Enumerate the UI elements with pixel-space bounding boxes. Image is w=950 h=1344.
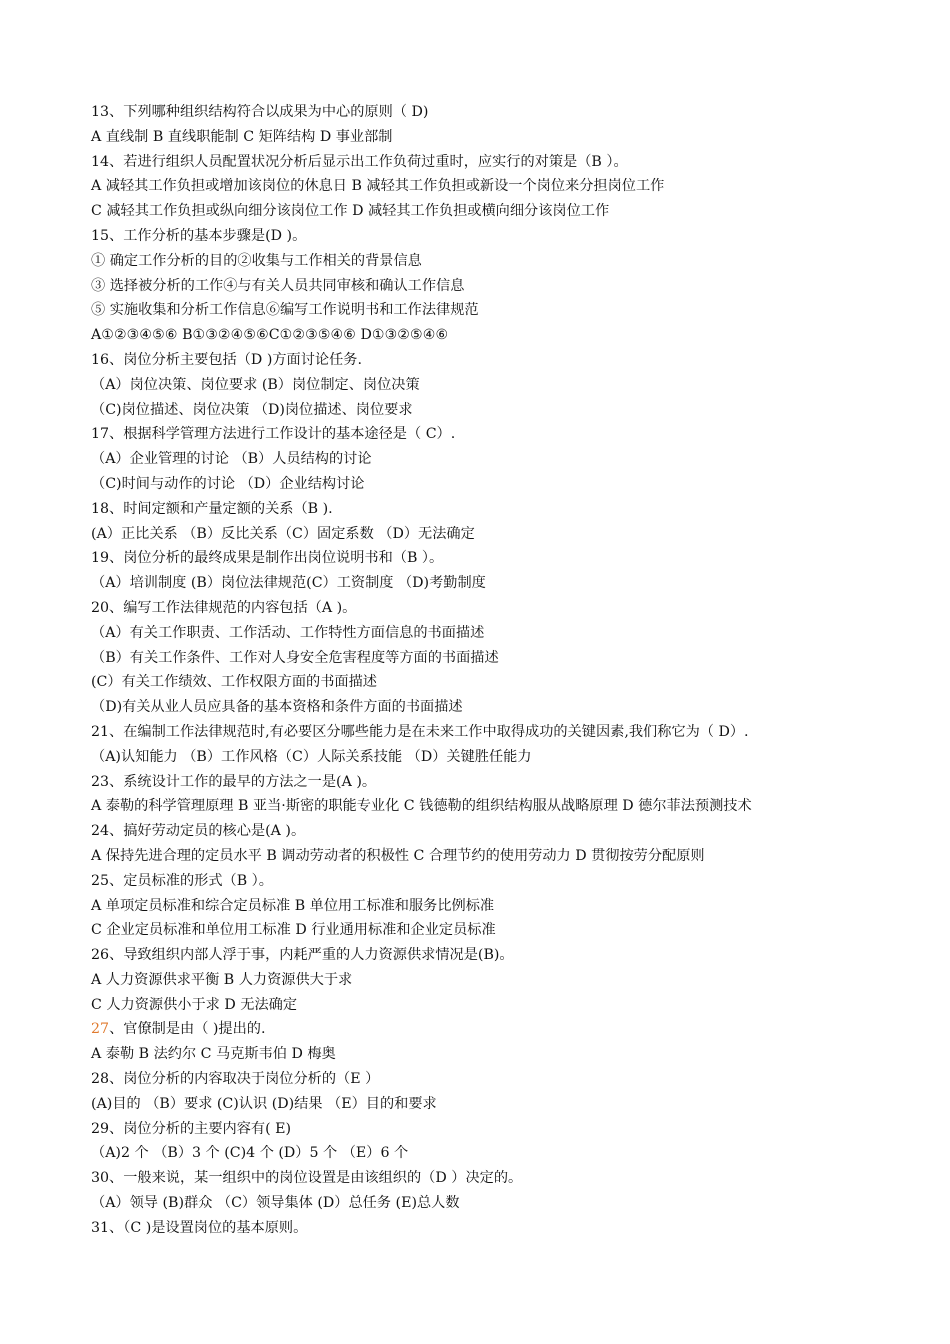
question-30-options: （A）领导 (B)群众 （C）领导集体 (D）总任务 (E)总人数 <box>91 1195 460 1212</box>
question-17-options-ab: （A）企业管理的讨论 （B）人员结构的讨论 <box>91 451 372 468</box>
question-26-options-ab: A 人力资源供求平衡 B 人力资源供大于求 <box>91 971 353 988</box>
question-21-options: （A)认知能力 （B）工作风格（C）人际关系技能 （D）关键胜任能力 <box>91 748 532 765</box>
question-15-step-1-2: ① 确定工作分析的目的②收集与工作相关的背景信息 <box>91 252 422 269</box>
question-19-options: （A）培训制度 (B）岗位法律规范(C）工资制度 （D)考勤制度 <box>91 575 486 592</box>
question-19: 19、岗位分析的最终成果是制作出岗位说明书和（B ）。 <box>91 550 444 567</box>
question-27 <box>91 1017 911 1042</box>
question-21: 21、在编制工作法律规范时,有必要区分哪些能力是在未来工作中取得成功的关键因素,我们称它为（ D）. <box>91 723 749 740</box>
question-20-option-d: （D)有关从业人员应具备的基本资格和条件方面的书面描述 <box>91 699 463 716</box>
question-17-options-cd: （C)时间与动作的讨论 （D）企业结构讨论 <box>91 475 365 492</box>
question-28-options: (A)目的 （B）要求 (C)认识 (D)结果 （E）目的和要求 <box>91 1095 437 1112</box>
question-27-number: 27 <box>91 1021 110 1038</box>
question-25-options-ab: A 单项定员标准和综合定员标准 B 单位用工标准和服务比例标准 <box>91 897 495 914</box>
question-31: 31、（C )是设置岗位的基本原则。 <box>91 1219 308 1236</box>
question-28: 28、岗位分析的内容取决于岗位分析的（E ） <box>91 1071 380 1088</box>
question-18: 18、时间定额和产量定额的关系（B ). <box>91 500 333 517</box>
question-13-options: A 直线制 B 直线职能制 C 矩阵结构 D 事业部制 <box>91 128 393 145</box>
question-16: 16、岗位分析主要包括（D )方面讨论任务. <box>91 351 362 368</box>
question-30: 30、一般来说，某一组织中的岗位设置是由该组织的（D ）决定的。 <box>91 1170 523 1187</box>
question-14-options-cd: C 减轻其工作负担或纵向细分该岗位工作 D 减轻其工作负担或横向细分该岗位工作 <box>91 203 610 220</box>
question-24-options: A 保持先进合理的定员水平 B 调动劳动者的积极性 C 合理节约的使用劳动力 D 贯彻按劳分配原则 <box>91 847 705 864</box>
question-18-options: (A）正比关系 （B）反比关系（C）固定系数 （D）无法确定 <box>91 525 475 542</box>
question-14-options-ab: A 减轻其工作负担或增加该岗位的休息日 B 减轻其工作负担或新设一个岗位来分担岗位工作 <box>91 178 665 195</box>
question-25: 25、定员标准的形式（B ）。 <box>91 872 273 889</box>
question-15: 15、工作分析的基本步骤是(D )。 <box>91 227 307 244</box>
question-23-options: A 泰勒的科学管理原理 B 亚当·斯密的职能专业化 C 钱德勒的组织结构服从战略原理 D 德尔菲法预测技术 <box>91 798 752 815</box>
question-26-options-cd: C 人力资源供小于求 D 无法确定 <box>91 996 298 1013</box>
question-15-step-3-4: ③ 选择被分析的工作④与有关人员共同审核和确认工作信息 <box>91 277 465 294</box>
question-20-option-c: (C）有关工作绩效、工作权限方面的书面描述 <box>91 674 377 691</box>
question-20-option-a: （A）有关工作职责、工作活动、工作特性方面信息的书面描述 <box>91 624 485 641</box>
document-page <box>91 100 911 1241</box>
question-20: 20、编写工作法律规范的内容包括（A )。 <box>91 599 357 616</box>
question-27-options: A 泰勒 B 法约尔 C 马克斯韦伯 D 梅奥 <box>91 1046 336 1063</box>
question-29-options: （A)2 个 （B）3 个 (C)4 个 (D）5 个 （E）6 个 <box>91 1145 409 1162</box>
question-17: 17、根据科学管理方法进行工作设计的基本途径是（ C）. <box>91 426 456 443</box>
question-15-step-5-6: ⑤ 实施收集和分析工作信息⑥编写工作说明书和工作法律规范 <box>91 302 479 319</box>
question-16-options-cd: （C)岗位描述、岗位决策 （D)岗位描述、岗位要求 <box>91 401 413 418</box>
question-14: 14、若进行组织人员配置状况分析后显示出工作负荷过重时，应实行的对策是（B ）。 <box>91 153 628 170</box>
question-29: 29、岗位分析的主要内容有( E) <box>91 1120 292 1137</box>
question-26: 26、导致组织内部人浮于事，内耗严重的人力资源供求情况是(B)。 <box>91 947 514 964</box>
question-25-options-cd: C 企业定员标准和单位用工标准 D 行业通用标准和企业定员标准 <box>91 922 496 939</box>
question-13: 13、下列哪种组织结构符合以成果为中心的原则（ D) <box>91 104 429 120</box>
question-27-text: 、官僚制是由（ )提出的. <box>109 1021 266 1038</box>
question-20-option-b: （B）有关工作条件、工作对人身安全危害程度等方面的书面描述 <box>91 649 499 666</box>
question-24: 24、搞好劳动定员的核心是(A )。 <box>91 823 306 840</box>
question-23: 23、系统设计工作的最早的方法之一是(A )。 <box>91 773 377 790</box>
question-16-options-ab: （A）岗位决策、岗位要求 (B）岗位制定、岗位决策 <box>91 376 420 393</box>
question-15-options: A①②③④⑤⑥ B①③②④⑤⑥C①②③⑤④⑥ D①③②⑤④⑥ <box>91 327 449 344</box>
